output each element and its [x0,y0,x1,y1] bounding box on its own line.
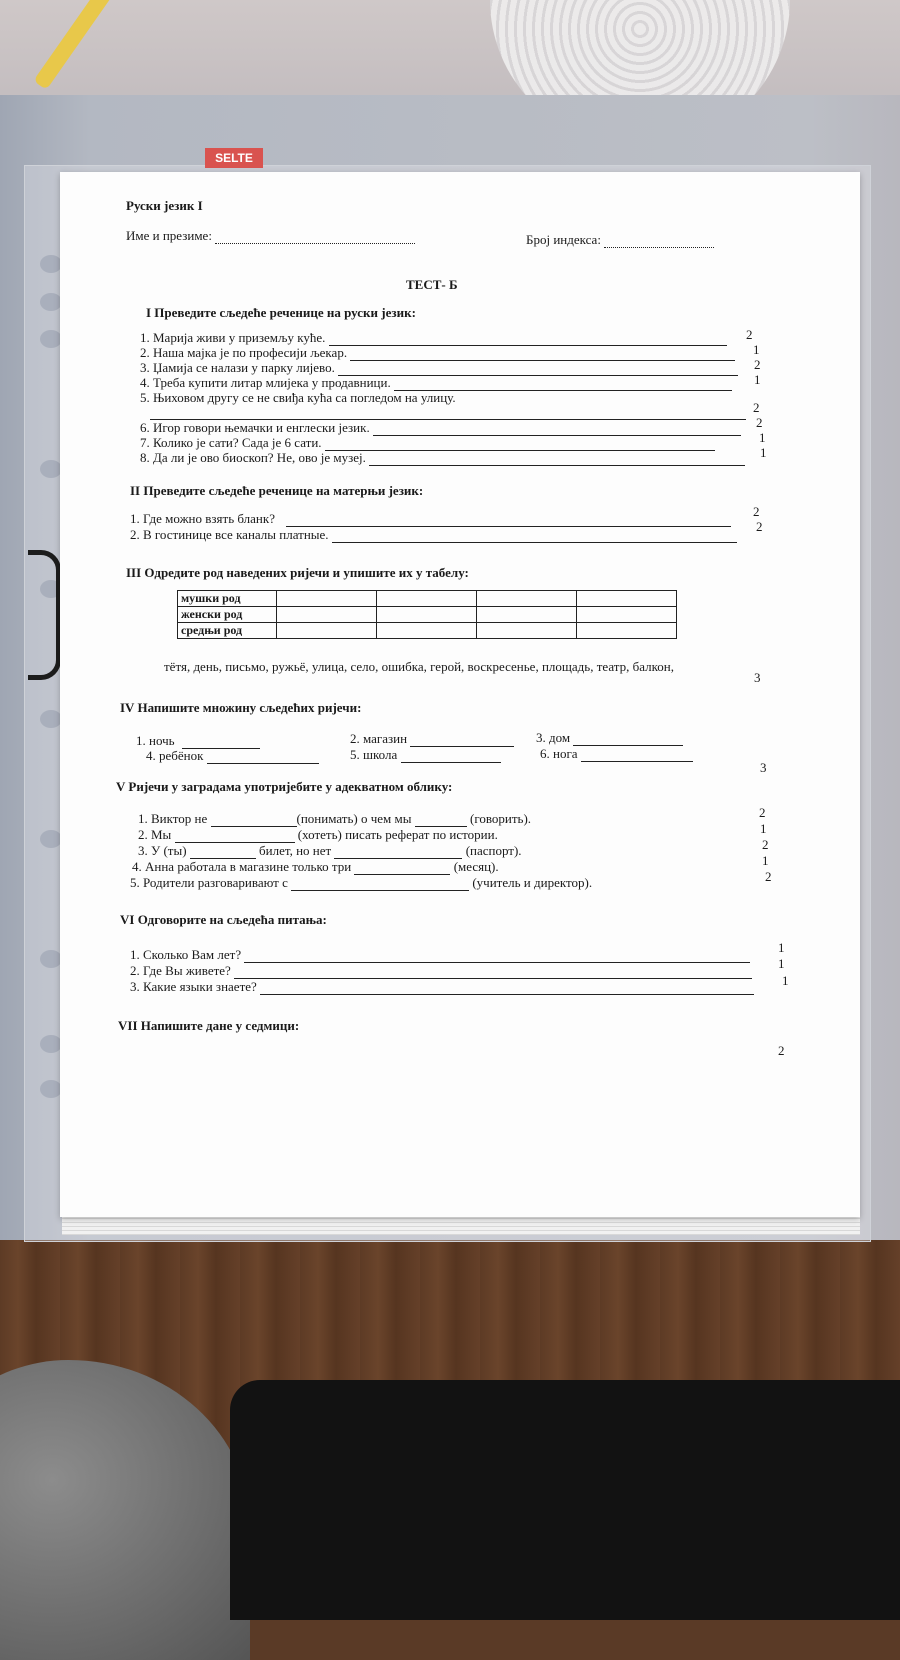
answer-line[interactable] [190,846,256,859]
points: 1 [759,430,766,445]
points: 2 [778,1043,785,1058]
table-cell[interactable] [377,607,477,623]
table-row [178,607,677,623]
points: 1 [778,956,785,971]
section-2-heading: II Преведите сљедеће реченице на матерњи језик: [130,483,424,498]
section-1-item: 6. Игор говори њемачки и енглески језик. [140,420,741,436]
plural-item: 5. школа [350,747,501,763]
table-cell[interactable] [477,591,577,607]
points: 2 [759,805,766,820]
section-1-item: 7. Колико је сати? Сада је 6 сати. [140,435,715,451]
answer-line[interactable] [175,830,295,843]
answer-line[interactable] [234,966,752,979]
row-label: мушки род [178,591,277,607]
plural-item: 1. ночь [136,733,260,749]
gender-table [177,590,677,639]
answer-line[interactable] [244,950,750,963]
binder-hole [40,1035,62,1053]
points: 1 [760,445,767,460]
section-2-item: 1. Где можно взять бланк? [130,511,731,527]
answer-line[interactable] [415,814,467,827]
binder-hole [40,710,62,728]
answer-line[interactable] [211,814,297,827]
answer-line[interactable] [332,530,737,543]
word-list: тётя, день, письмо, ружьё, улица, село, ошибка, герой, воскресенье, площадь, театр, балкон, [164,659,674,674]
points: 3 [754,670,761,685]
table-row [178,591,677,607]
section-4-heading: IV Напишите множину сљедећих ријечи: [120,700,362,715]
table-cell[interactable] [577,607,677,623]
test-title: ТЕСТ- Б [406,277,458,292]
course-title: Руски језик I [126,198,203,213]
section-7-heading: VII Напишите дане у седмици: [118,1018,300,1033]
plural-item: 3. дом [536,730,683,746]
binder-hole [40,1080,62,1098]
section-1-item: 1. Марија живи у приземљу куће. [140,330,727,346]
row-label: женски род [178,607,277,623]
points: 1 [760,821,767,836]
section-6-item: 1. Сколько Вам лет? [130,947,750,963]
index-input-line[interactable] [604,236,714,248]
answer-line[interactable] [334,846,462,859]
section-1-item: 2. Наша мајка је по професији љекар. [140,345,735,361]
answer-line[interactable] [207,751,319,764]
table-row [178,623,677,639]
plural-item: 6. нога [540,746,693,762]
binder-hole [40,330,62,348]
table-cell[interactable] [477,623,577,639]
stacked-sheets-edge [62,1215,860,1235]
section-1-heading: I Преведите сљедеће реченице на руски језик: [146,305,416,320]
answer-line[interactable] [150,407,746,420]
points: 2 [756,519,763,534]
points: 2 [762,837,769,852]
points: 1 [782,973,789,988]
section-3-heading: III Одредите род наведених ријечи и упишите их у табелу: [126,565,469,580]
table-cell[interactable] [277,623,377,639]
binder-hole [40,460,62,478]
table-cell[interactable] [377,623,477,639]
table-cell[interactable] [277,607,377,623]
section-6-heading: VI Одговорите на сљедећа питања: [120,912,327,927]
row-label: средњи род [178,623,277,639]
section-5-item: 4. Анна работала в магазине только три (месяц). [132,859,499,874]
answer-line[interactable] [291,878,469,891]
binder-hole [40,255,62,273]
section-6-item: 2. Где Вы живете? [130,963,752,979]
section-5-item: 2. Мы (хотеть) писать реферат по истории. [138,827,498,842]
answer-line[interactable] [260,982,754,995]
name-label: Име и презиме: [126,228,212,243]
binder-hole [40,950,62,968]
section-5-item: 1. Виктор не (понимать) о чем мы (говорить). [138,811,532,826]
points: 2 [753,504,760,519]
plural-item: 2. магазин [350,731,514,747]
section-5-heading: V Ријечи у заградама употријебите у адекватном облику: [116,779,453,794]
points: 2 [765,869,772,884]
points: 2 [746,327,753,342]
answer-line[interactable] [369,453,745,466]
table-cell[interactable] [377,591,477,607]
answer-line[interactable] [401,750,501,763]
name-field [126,228,415,244]
test-sheet [60,172,860,1217]
points: 3 [760,760,767,775]
binder-hole [40,293,62,311]
points: 2 [753,400,760,415]
section-1-item: 8. Да ли је ово биоскоп? Не, ово је музеј. [140,450,745,466]
points: 2 [754,357,761,372]
table-cell[interactable] [277,591,377,607]
answer-line[interactable] [573,733,683,746]
table-cell[interactable] [477,607,577,623]
table-cell[interactable] [577,591,677,607]
section-5-item: 3. У (ты) билет, но нет (паспорт). [138,843,522,858]
name-input-line[interactable] [215,232,415,244]
binder-hole [40,830,62,848]
section-1-item: 3. Џамија се налази у парку лијево. [140,360,738,376]
section-1-item: 4. Треба купити литар млијека у продавници. [140,375,732,391]
brand-tag: SELTE [205,148,263,168]
answer-line[interactable] [410,734,514,747]
points: 1 [753,342,760,357]
section-1-item-5-line [150,404,746,420]
index-label: Број индекса: [526,232,601,247]
section-1-item: 5. Њиховом другу се не свиђа кућа са погледом на улицу. [140,390,456,405]
points: 1 [762,853,769,868]
section-5-item: 5. Родители разговаривают с (учитель и директор). [130,875,593,890]
binder-hook [28,550,61,680]
answer-line[interactable] [581,749,693,762]
plural-item: 4. ребёнок [146,748,319,764]
table-cell[interactable] [577,623,677,639]
dark-cloth-foreground [230,1380,900,1620]
section-2-item: 2. В гостинице все каналы платные. [130,527,737,543]
points: 2 [756,415,763,430]
index-field [526,232,714,248]
answer-line[interactable] [354,862,450,875]
points: 1 [754,372,761,387]
points: 1 [778,940,785,955]
section-6-item: 3. Какие языки знаете? [130,979,754,995]
answer-line[interactable] [286,514,731,527]
